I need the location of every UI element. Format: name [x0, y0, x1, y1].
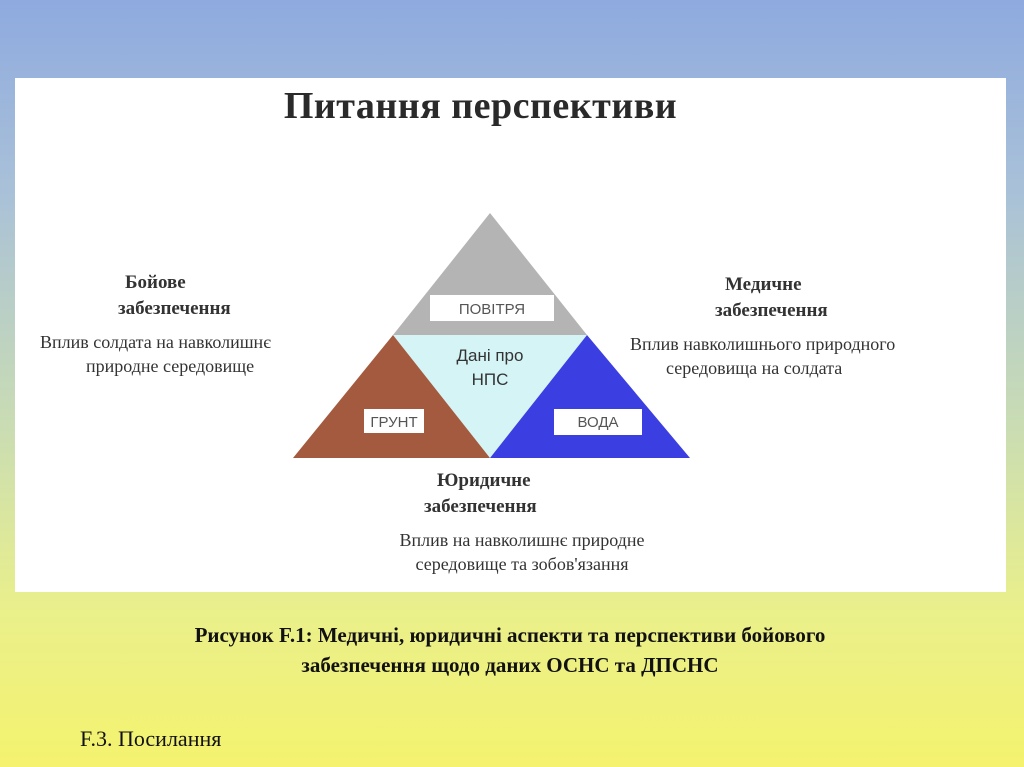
water-label: ВОДА: [577, 414, 619, 431]
soil-label: ГРУНТ: [370, 414, 418, 431]
center-label-line-1: Дані про: [456, 346, 524, 365]
legal-support-heading-1: Юридичне: [437, 470, 531, 491]
legal-support-line-2: середовище та зобов'язання: [415, 554, 629, 574]
legal-support-block: [352, 468, 692, 576]
air-label: ПОВІТРЯ: [458, 301, 526, 318]
medical-support-line-1: Вплив навколишнього природного: [630, 334, 896, 354]
figure-caption: [60, 620, 960, 680]
legal-support-heading-2: забезпечення: [424, 496, 537, 517]
combat-support-line-2: природне середовище: [86, 356, 255, 376]
combat-support-heading-2: забезпечення: [118, 298, 231, 319]
legal-support-line-1: Вплив на навколишнє природне: [399, 530, 645, 550]
combat-support-line-1: Вплив солдата на навколишнє: [40, 332, 271, 352]
section-reference: F.3. Посилання: [80, 726, 222, 751]
figure-caption-line-1: Рисунок F.1: Медичні, юридичні аспекти та перспективи бойового: [194, 623, 826, 647]
diagram-title: Питання перспективи: [283, 85, 678, 127]
figure-caption-line-2: забезпечення щодо даних ОСНС та ДПСНС: [301, 653, 719, 677]
medical-support-heading-1: Медичне: [725, 274, 802, 295]
medical-support-line-2: середовища на солдата: [666, 358, 843, 378]
medical-support-heading-2: забезпечення: [715, 300, 828, 321]
environment-pyramid: [290, 210, 700, 465]
legal-support-description: [352, 528, 692, 576]
combat-support-heading-1: Бойове: [125, 272, 186, 293]
center-label-line-2: НПС: [471, 370, 509, 389]
